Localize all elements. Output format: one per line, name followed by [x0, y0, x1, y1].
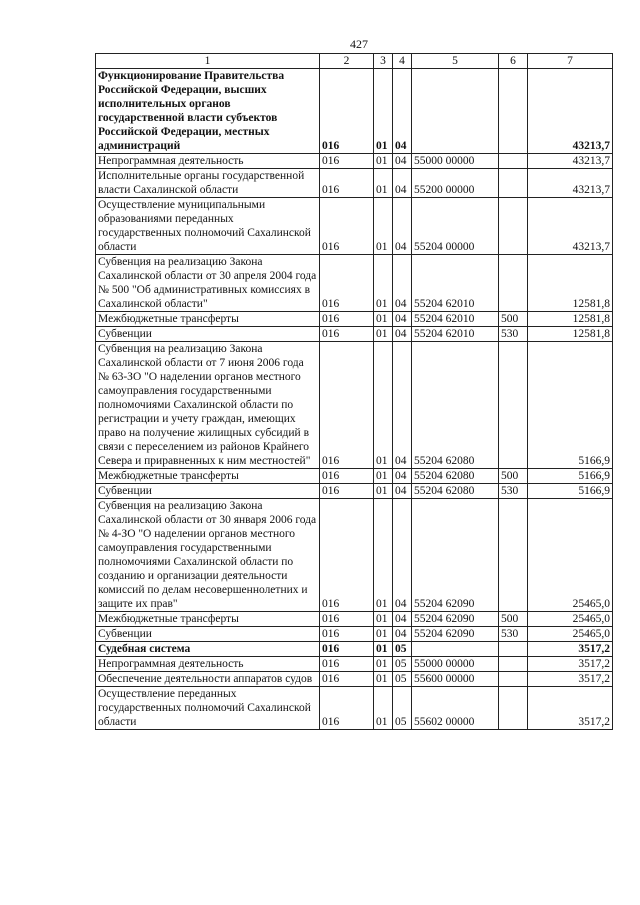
- amount: 43213,7: [528, 69, 613, 154]
- ministry-code: 016: [320, 327, 374, 342]
- subsection-code: 04: [393, 255, 412, 312]
- column-header-5: 5: [412, 54, 499, 69]
- target-article-code: 55204 62090: [412, 499, 499, 612]
- table-row: [96, 69, 613, 154]
- target-article-code: 55000 00000: [412, 657, 499, 672]
- expense-type-code: [499, 198, 528, 255]
- target-article-code: 55602 00000: [412, 687, 499, 730]
- target-article-code: 55204 62090: [412, 627, 499, 642]
- subsection-code: 05: [393, 672, 412, 687]
- row-name: Обеспечение деятельности аппаратов судов: [96, 672, 320, 687]
- expense-type-code: [499, 687, 528, 730]
- table-row: [96, 672, 613, 687]
- ministry-code: 016: [320, 469, 374, 484]
- expense-type-code: 500: [499, 469, 528, 484]
- table-row: [96, 342, 613, 469]
- section-code: 01: [374, 657, 393, 672]
- target-article-code: 55204 62080: [412, 484, 499, 499]
- row-name: Осуществление переданных государственных полномочий Сахалинской области: [96, 687, 320, 730]
- ministry-code: 016: [320, 687, 374, 730]
- section-code: 01: [374, 198, 393, 255]
- expense-type-code: 530: [499, 484, 528, 499]
- section-code: 01: [374, 627, 393, 642]
- ministry-code: 016: [320, 499, 374, 612]
- table-row: [96, 154, 613, 169]
- subsection-code: 05: [393, 687, 412, 730]
- subsection-code: 04: [393, 198, 412, 255]
- row-name: Субвенция на реализацию Закона Сахалинской области от 30 апреля 2004 года № 500 "Об административных комиссиях в Сахалинской области": [96, 255, 320, 312]
- column-header-3: 3: [374, 54, 393, 69]
- table-row: [96, 469, 613, 484]
- ministry-code: 016: [320, 154, 374, 169]
- subsection-code: 04: [393, 612, 412, 627]
- amount: 43213,7: [528, 198, 613, 255]
- target-article-code: [412, 642, 499, 657]
- column-header-1: 1: [96, 54, 320, 69]
- ministry-code: 016: [320, 612, 374, 627]
- expense-type-code: [499, 69, 528, 154]
- section-code: 01: [374, 484, 393, 499]
- subsection-code: 05: [393, 642, 412, 657]
- ministry-code: 016: [320, 642, 374, 657]
- expense-type-code: [499, 255, 528, 312]
- expense-type-code: [499, 642, 528, 657]
- expense-type-code: 500: [499, 312, 528, 327]
- amount: 25465,0: [528, 612, 613, 627]
- amount: 5166,9: [528, 469, 613, 484]
- budget-table: [95, 53, 613, 730]
- expense-type-code: 530: [499, 327, 528, 342]
- column-header-4: 4: [393, 54, 412, 69]
- amount: 3517,2: [528, 687, 613, 730]
- amount: 43213,7: [528, 169, 613, 198]
- ministry-code: 016: [320, 627, 374, 642]
- row-name: Субвенции: [96, 484, 320, 499]
- header-row: [96, 54, 613, 69]
- amount: 25465,0: [528, 499, 613, 612]
- subsection-code: 04: [393, 342, 412, 469]
- table-row: [96, 327, 613, 342]
- row-name: Функционирование Правительства Российской Федерации, высших исполнительных органов государственной власти субъектов Российской Федерации, местных администраций: [96, 69, 320, 154]
- amount: 12581,8: [528, 255, 613, 312]
- table-row: [96, 484, 613, 499]
- ministry-code: 016: [320, 169, 374, 198]
- amount: 5166,9: [528, 484, 613, 499]
- expense-type-code: [499, 169, 528, 198]
- table-row: [96, 627, 613, 642]
- row-name: Осуществление муниципальными образованиями переданных государственных полномочий Сахалинской области: [96, 198, 320, 255]
- target-article-code: 55204 62080: [412, 469, 499, 484]
- row-name: Субвенция на реализацию Закона Сахалинской области от 7 июня 2006 года № 63-ЗО "О наделении органов местного самоуправления государственными полномочиями Сахалинской области по регистрации и учету граждан, имеющих право на получение жилищных субсидий в связи с переселением из районов Крайнего Севера и приравненных к ним местностей": [96, 342, 320, 469]
- expense-type-code: 500: [499, 612, 528, 627]
- expense-type-code: [499, 342, 528, 469]
- row-name: Непрограммная деятельность: [96, 657, 320, 672]
- table-row: [96, 499, 613, 612]
- section-code: 01: [374, 687, 393, 730]
- ministry-code: 016: [320, 657, 374, 672]
- subsection-code: 04: [393, 327, 412, 342]
- table-row: [96, 169, 613, 198]
- section-code: 01: [374, 672, 393, 687]
- column-header-7: 7: [528, 54, 613, 69]
- amount: 5166,9: [528, 342, 613, 469]
- amount: 3517,2: [528, 672, 613, 687]
- table-row: [96, 312, 613, 327]
- amount: 43213,7: [528, 154, 613, 169]
- row-name: Субвенции: [96, 627, 320, 642]
- row-name: Межбюджетные трансферты: [96, 312, 320, 327]
- table-row: [96, 642, 613, 657]
- amount: 25465,0: [528, 627, 613, 642]
- section-code: 01: [374, 612, 393, 627]
- ministry-code: 016: [320, 672, 374, 687]
- table-body: [96, 69, 613, 730]
- subsection-code: 04: [393, 627, 412, 642]
- table-row: [96, 612, 613, 627]
- subsection-code: 04: [393, 69, 412, 154]
- section-code: 01: [374, 69, 393, 154]
- expense-type-code: [499, 672, 528, 687]
- subsection-code: 04: [393, 469, 412, 484]
- row-name: Субвенции: [96, 327, 320, 342]
- column-header-6: 6: [499, 54, 528, 69]
- row-name: Судебная система: [96, 642, 320, 657]
- section-code: 01: [374, 327, 393, 342]
- expense-type-code: 530: [499, 627, 528, 642]
- section-code: 01: [374, 642, 393, 657]
- target-article-code: [412, 69, 499, 154]
- section-code: 01: [374, 469, 393, 484]
- target-article-code: 55200 00000: [412, 169, 499, 198]
- ministry-code: 016: [320, 69, 374, 154]
- ministry-code: 016: [320, 342, 374, 469]
- section-code: 01: [374, 154, 393, 169]
- target-article-code: 55204 62090: [412, 612, 499, 627]
- ministry-code: 016: [320, 255, 374, 312]
- subsection-code: 04: [393, 169, 412, 198]
- row-name: Исполнительные органы государственной власти Сахалинской области: [96, 169, 320, 198]
- table-row: [96, 657, 613, 672]
- section-code: 01: [374, 342, 393, 469]
- expense-type-code: [499, 499, 528, 612]
- target-article-code: 55204 62010: [412, 327, 499, 342]
- expense-type-code: [499, 657, 528, 672]
- target-article-code: 55600 00000: [412, 672, 499, 687]
- amount: 12581,8: [528, 312, 613, 327]
- subsection-code: 05: [393, 657, 412, 672]
- section-code: 01: [374, 169, 393, 198]
- subsection-code: 04: [393, 312, 412, 327]
- section-code: 01: [374, 255, 393, 312]
- target-article-code: 55204 62010: [412, 312, 499, 327]
- amount: 12581,8: [528, 327, 613, 342]
- page-number: 427: [350, 37, 368, 51]
- ministry-code: 016: [320, 198, 374, 255]
- subsection-code: 04: [393, 499, 412, 612]
- target-article-code: 55204 62010: [412, 255, 499, 312]
- row-name: Субвенция на реализацию Закона Сахалинской области от 30 января 2006 года № 4-ЗО "О наделении органов местного самоуправления государственными полномочиями Сахалинской области по созданию и организации деятельности комиссий по делам несовершеннолетних и защите их прав": [96, 499, 320, 612]
- expense-type-code: [499, 154, 528, 169]
- table-row: [96, 687, 613, 730]
- amount: 3517,2: [528, 657, 613, 672]
- row-name: Непрограммная деятельность: [96, 154, 320, 169]
- subsection-code: 04: [393, 484, 412, 499]
- target-article-code: 55000 00000: [412, 154, 499, 169]
- table-row: [96, 255, 613, 312]
- subsection-code: 04: [393, 154, 412, 169]
- target-article-code: 55204 62080: [412, 342, 499, 469]
- section-code: 01: [374, 499, 393, 612]
- amount: 3517,2: [528, 642, 613, 657]
- ministry-code: 016: [320, 312, 374, 327]
- row-name: Межбюджетные трансферты: [96, 612, 320, 627]
- column-header-2: 2: [320, 54, 374, 69]
- ministry-code: 016: [320, 484, 374, 499]
- target-article-code: 55204 00000: [412, 198, 499, 255]
- section-code: 01: [374, 312, 393, 327]
- row-name: Межбюджетные трансферты: [96, 469, 320, 484]
- table-row: [96, 198, 613, 255]
